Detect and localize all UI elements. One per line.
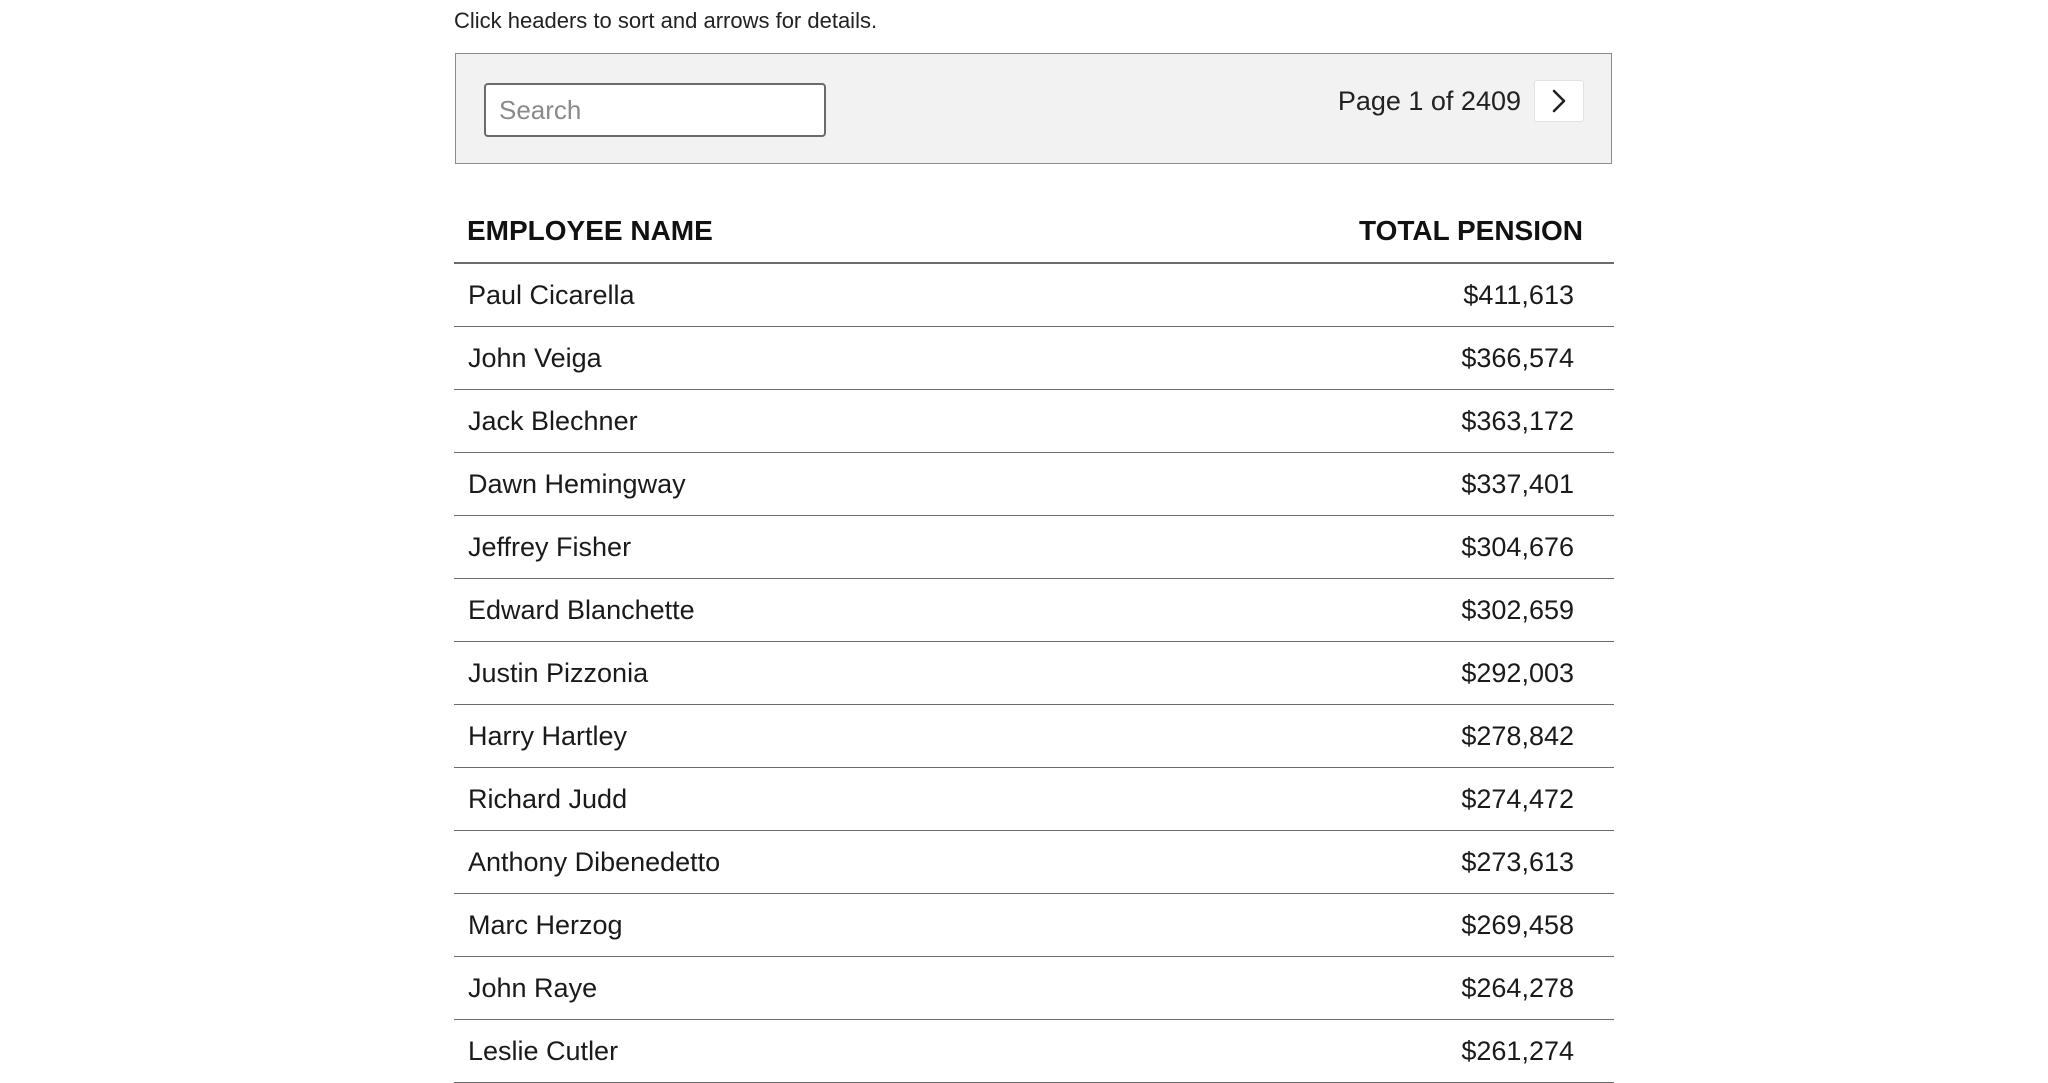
employee-name-cell: Anthony Dibenedetto xyxy=(454,831,1047,894)
next-page-button[interactable] xyxy=(1534,80,1584,122)
total-pension-cell: $261,274 xyxy=(1047,1020,1614,1083)
chevron-right-icon xyxy=(1550,88,1568,114)
employee-name-cell: Jeffrey Fisher xyxy=(454,516,1047,579)
employee-name-cell: Paul Cicarella xyxy=(454,263,1047,327)
employee-name-cell: Edward Blanchette xyxy=(454,579,1047,642)
total-pension-cell: $269,458 xyxy=(1047,894,1614,957)
total-pension-cell: $292,003 xyxy=(1047,642,1614,705)
total-pension-cell: $264,278 xyxy=(1047,957,1614,1020)
total-pension-cell: $363,172 xyxy=(1047,390,1614,453)
total-pension-cell: $411,613 xyxy=(1047,263,1614,327)
column-header-employee-name[interactable]: EMPLOYEE NAME xyxy=(454,200,1047,263)
employee-name-cell: Justin Pizzonia xyxy=(454,642,1047,705)
employee-name-cell: Harry Hartley xyxy=(454,705,1047,768)
employee-name-cell: Richard Judd xyxy=(454,768,1047,831)
total-pension-cell: $337,401 xyxy=(1047,453,1614,516)
pagination-label: Page 1 of 2409 xyxy=(1337,86,1521,116)
employee-name-cell: Marc Herzog xyxy=(454,894,1047,957)
employee-name-cell: John Veiga xyxy=(454,327,1047,390)
table-row[interactable] xyxy=(454,642,1614,705)
total-pension-cell: $302,659 xyxy=(1047,579,1614,642)
table-row[interactable] xyxy=(454,768,1614,831)
total-pension-cell: $304,676 xyxy=(1047,516,1614,579)
table-row[interactable] xyxy=(454,957,1614,1020)
employee-name-cell: Leslie Cutler xyxy=(454,1020,1047,1083)
table-toolbar xyxy=(455,53,1612,164)
table-row[interactable] xyxy=(454,390,1614,453)
table-row[interactable] xyxy=(454,831,1614,894)
employee-name-cell: Dawn Hemingway xyxy=(454,453,1047,516)
total-pension-cell: $278,842 xyxy=(1047,705,1614,768)
table-row[interactable] xyxy=(454,705,1614,768)
employee-name-cell: Jack Blechner xyxy=(454,390,1047,453)
total-pension-cell: $366,574 xyxy=(1047,327,1614,390)
table-row[interactable] xyxy=(454,516,1614,579)
table-row[interactable] xyxy=(454,579,1614,642)
pension-table xyxy=(454,200,1614,1083)
table-header-row xyxy=(454,200,1614,263)
total-pension-cell: $273,613 xyxy=(1047,831,1614,894)
instructions-text: Click headers to sort and arrows for details. xyxy=(454,8,878,33)
total-pension-cell: $274,472 xyxy=(1047,768,1614,831)
table-row[interactable] xyxy=(454,453,1614,516)
column-header-total-pension[interactable]: TOTAL PENSION xyxy=(1047,200,1614,263)
table-row[interactable] xyxy=(454,1020,1614,1083)
table-row[interactable] xyxy=(454,894,1614,957)
table-row[interactable] xyxy=(454,327,1614,390)
search-input[interactable] xyxy=(484,83,826,137)
table-row[interactable] xyxy=(454,263,1614,327)
employee-name-cell: John Raye xyxy=(454,957,1047,1020)
